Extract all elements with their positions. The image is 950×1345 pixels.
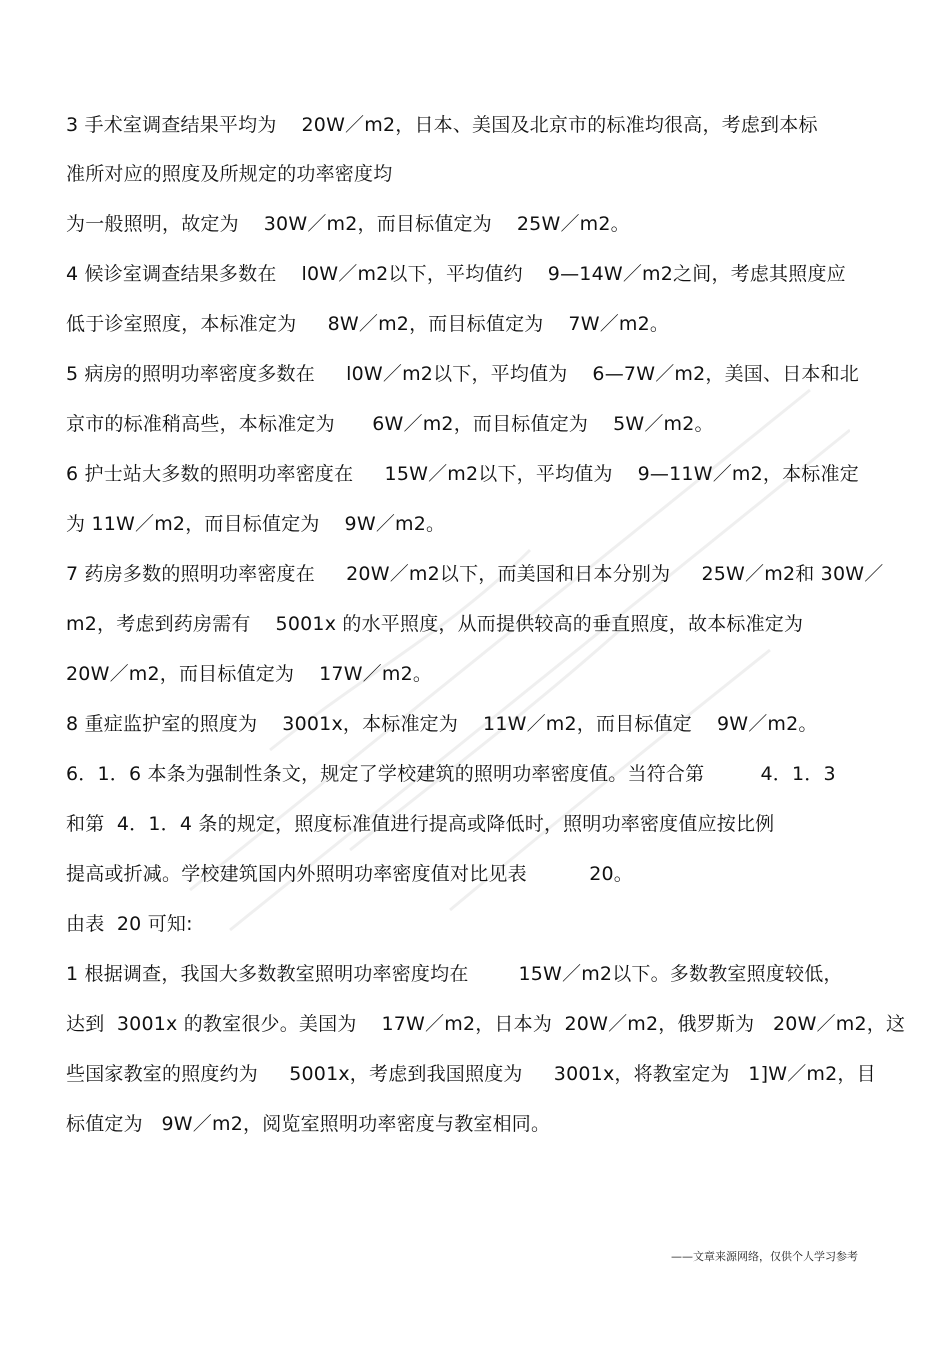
text-line: 些国家教室的照度约为 5001x，考虑到我国照度为 3001x，将教室定为 1]W／m2，目: [66, 1063, 876, 1085]
text-line: 6．1．6 本条为强制性条文，规定了学校建筑的照明功率密度值。当符合第 4．1．3: [66, 763, 836, 785]
text-line: 8 重症监护室的照度为 3001x，本标准定为 11W／m2，而目标值定 9W／m2。: [66, 713, 818, 735]
text-line: 准所对应的照度及所规定的功率密度均: [66, 163, 393, 185]
text-line: 标值定为 9W／m2，阅览室照明功率密度与教室相同。: [66, 1113, 551, 1135]
text-line: 3 手术室调查结果平均为 20W／m2，日本、美国及北京市的标准均很高，考虑到本标: [66, 114, 818, 136]
text-line: 7 药房多数的照明功率密度在 20W／m2以下，而美国和日本分别为 25W／m2和 30W／: [66, 563, 884, 585]
text-line: 低于诊室照度，本标准定为 8W／m2，而目标值定为 7W／m2。: [66, 313, 670, 335]
text-line: 4 候诊室调查结果多数在 l0W／m2以下，平均值约 9—14W／m2之间，考虑其照度应: [66, 263, 846, 285]
footer-note: ——文章来源网络，仅供个人学习参考: [671, 1250, 858, 1263]
text-line: 1 根据调查，我国大多数教室照明功率密度均在 15W／m2以下。多数教室照度较低，: [66, 963, 843, 985]
text-line: 和第 4．1．4 条的规定，照度标准值进行提高或降低时，照明功率密度值应按比例: [66, 813, 775, 835]
text-line: 20W／m2，而目标值定为 17W／m2。: [66, 663, 433, 685]
text-line: 京市的标准稍高些，本标准定为 6W／m2，而目标值定为 5W／m2。: [66, 413, 714, 435]
text-line: 达到 3001x 的教室很少。美国为 17W／m2，日本为 20W／m2，俄罗斯为 20W／m2，这: [66, 1013, 906, 1035]
text-line: 为一般照明，故定为 30W／m2，而目标值定为 25W／m2。: [66, 213, 630, 235]
text-line: 由表 20 可知:: [66, 913, 193, 935]
text-line: 为 11W／m2，而目标值定为 9W／m2。: [66, 513, 446, 535]
text-line: 提高或折减。学校建筑国内外照明功率密度值对比见表 20。: [66, 863, 633, 885]
text-line: 5 病房的照明功率密度多数在 l0W／m2以下，平均值为 6—7W／m2，美国、日本和北: [66, 363, 859, 385]
text-line: 6 护士站大多数的照明功率密度在 15W／m2以下，平均值为 9—11W／m2，本标准定: [66, 463, 859, 485]
text-line: m2，考虑到药房需有 5001x 的水平照度，从而提供较高的垂直照度，故本标准定为: [66, 613, 804, 635]
